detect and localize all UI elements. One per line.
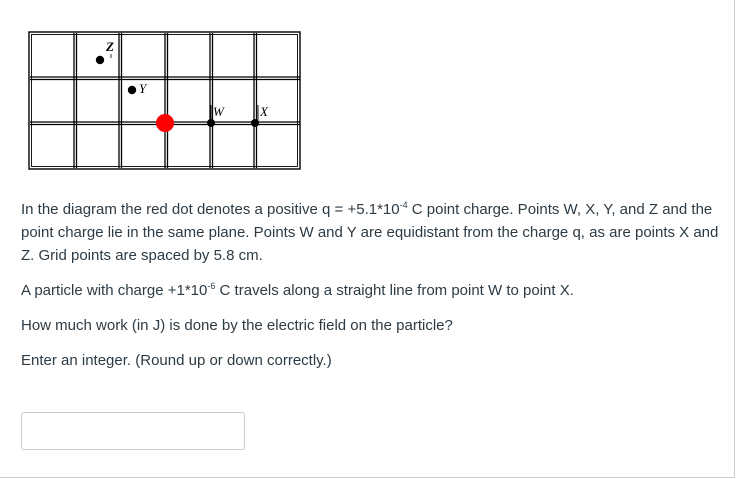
label-w: W: [213, 104, 224, 119]
point-y: [128, 86, 136, 94]
point-w: [207, 119, 215, 127]
p2-text-a: A particle with charge +1*10: [21, 282, 208, 299]
label-y: Y: [139, 81, 147, 96]
charge-q: [156, 114, 174, 132]
question-paragraph-4: Enter an integer. (Round up or down correctly.): [21, 352, 332, 369]
question-paragraph-1: [21, 198, 721, 267]
question-text: [21, 198, 721, 384]
p2-exponent: -6: [207, 281, 216, 291]
p1-text-a: In the diagram the red dot denotes a positive q = +5.1*10: [21, 201, 400, 218]
label-x: X: [260, 104, 268, 119]
question-paragraph-2: [21, 279, 721, 302]
label-z: Z: [106, 39, 114, 54]
point-x: [251, 119, 259, 127]
question-paragraph-3: How much work (in J) is done by the electric field on the particle?: [21, 317, 453, 334]
point-z: [96, 56, 104, 64]
charge-diagram: [28, 31, 302, 171]
grid-vertical-lines: [74, 33, 257, 168]
answer-input[interactable]: [21, 412, 245, 450]
p2-text-b: C travels along a straight line from point W to point X.: [215, 282, 574, 299]
grid-svg: [28, 31, 302, 171]
p1-text-b: C point charge. Points W, X, Y, and Z and the point charge lie in the same plane. Points W and Y are equidistant from the charge q, as are points X and Z. Grid points are spaced by 5.8 cm.: [21, 201, 719, 264]
p1-exponent: -4: [399, 200, 408, 210]
